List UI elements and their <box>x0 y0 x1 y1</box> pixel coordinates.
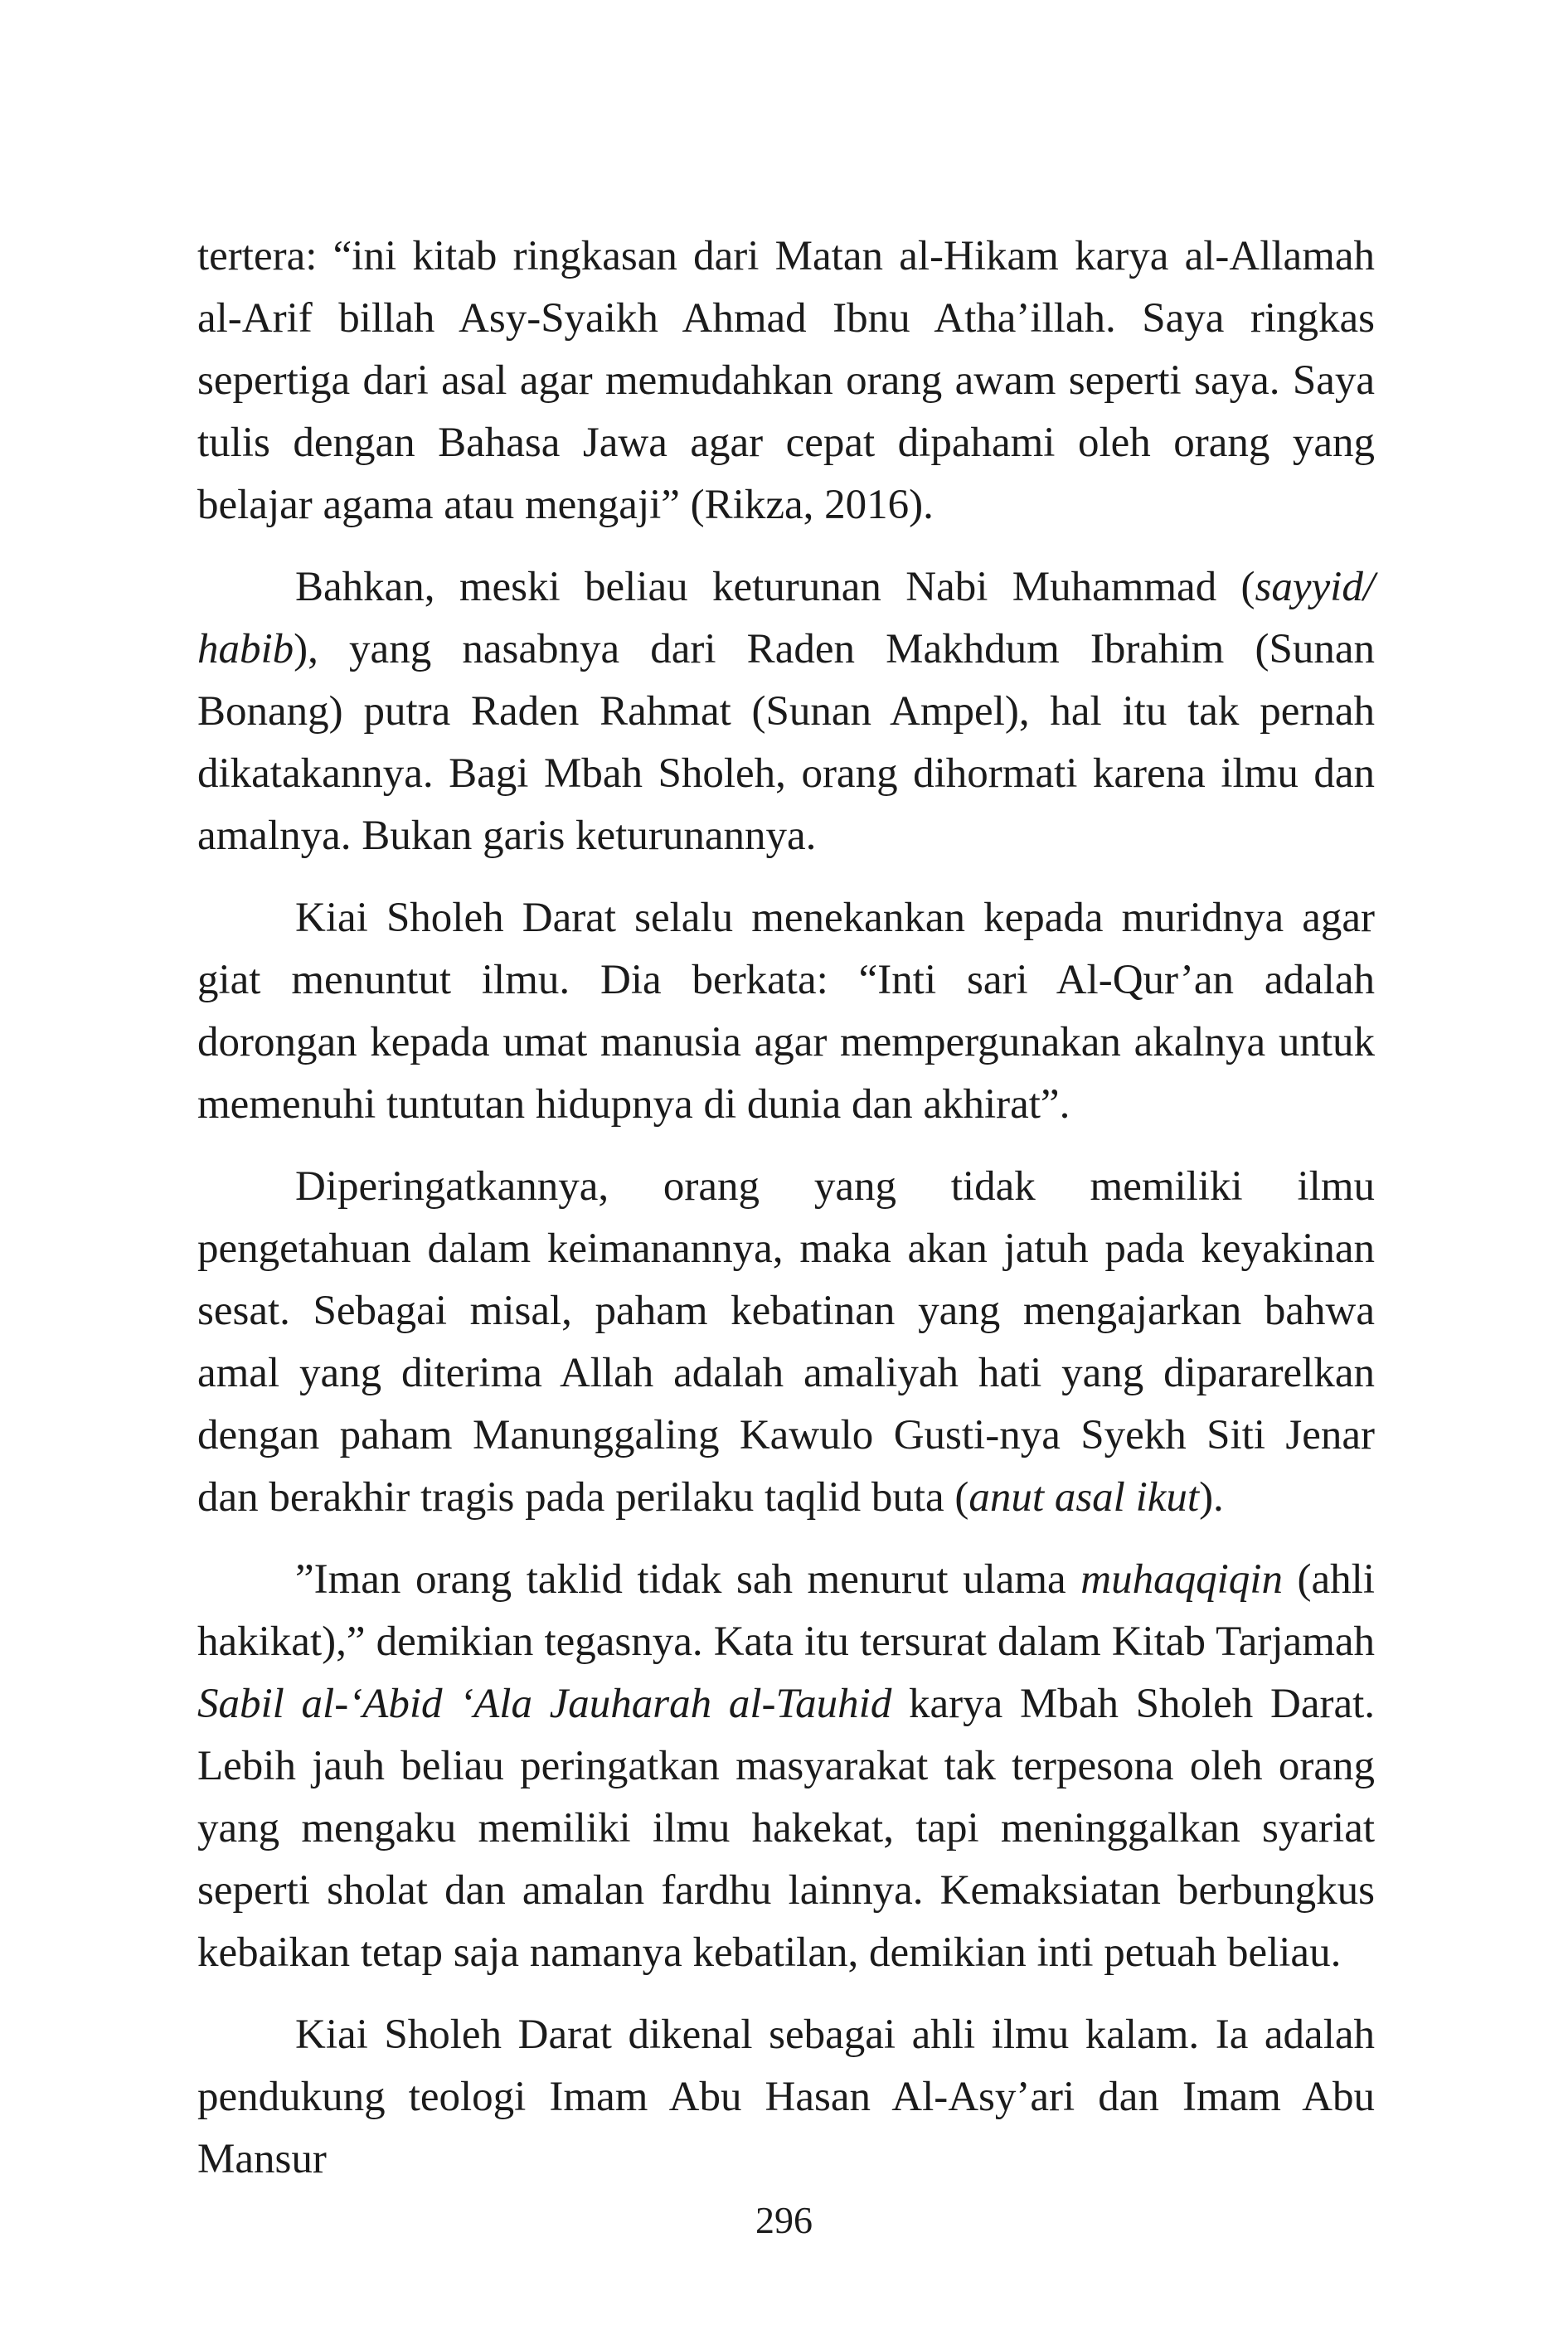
italic-run: Sabil al-‘Abid ‘Ala Jauharah al-Tauhid <box>197 1681 892 1727</box>
text-run: ), yang nasabnya dari Raden Makhdum Ibrahim (Sunan Bonang) putra Raden Rahmat (Sunan Ampel), hal itu tak pernah dikatakannya. Bagi Mbah Sholeh, orang dihormati karena ilmu dan amalnya. Bukan garis keturunannya. <box>197 626 1375 859</box>
text-run: tertera: “ini kitab ringkasan dari Matan al-Hikam karya al-Allamah al-Arif billah Asy-Syaikh Ahmad Ibnu Atha’illah. Saya ringkas sepertiga dari asal agar memudahkan orang awam seperti saya. Saya tulis dengan Bahasa Jawa agar cepat dipahami oleh orang yang belajar agama atau mengaji” (Rikza, 2016). <box>197 233 1375 528</box>
text-run: Kiai Sholeh Darat selalu menekankan kepada muridnya agar giat menuntut ilmu. Dia berkata: “Inti sari Al-Qur’an adalah dorongan kepada umat manusia agar mempergunakan akalnya untuk memenuhi tuntutan hidupnya di dunia dan akhirat”. <box>197 895 1375 1128</box>
paragraph-1 <box>197 226 1375 536</box>
page-number: 296 <box>755 2199 813 2241</box>
text-run: ). <box>1199 1474 1224 1521</box>
text-run: Bahkan, meski beliau keturunan Nabi Muhammad ( <box>295 564 1255 610</box>
italic-run: sayyid/ habib <box>197 564 1375 672</box>
paragraph-5 <box>197 1549 1375 1984</box>
paragraph-4 <box>197 1156 1375 1529</box>
text-run: ”Iman orang taklid tidak sah menurut ulama <box>295 1556 1081 1603</box>
paragraph-2 <box>197 556 1375 867</box>
text-run: Kiai Sholeh Darat dikenal sebagai ahli ilmu kalam. Ia adalah pendukung teologi Imam Abu Hasan Al-Asy’ari dan Imam Abu Mansur <box>197 2012 1375 2182</box>
text-run: (ahli hakikat),” demikian tegasnya. Kata itu tersurat dalam Kitab Tarjamah <box>197 1556 1375 1665</box>
italic-run: anut asal ikut <box>968 1474 1200 1521</box>
paragraph-3 <box>197 887 1375 1136</box>
page-body <box>197 226 1375 2211</box>
paragraph-6 <box>197 2004 1375 2191</box>
text-run: Diperingatkannya, orang yang tidak memiliki ilmu pengetahuan dalam keimanannya, maka akan jatuh pada keyakinan sesat. Sebagai misal, paham kebatinan yang mengajarkan bahwa amal yang diterima Allah adalah amaliyah hati yang dipararelkan dengan paham Manunggaling Kawulo Gusti-nya Syekh Siti Jenar dan berakhir tragis pada perilaku taqlid buta ( <box>197 1163 1375 1521</box>
italic-run: muhaqqiqin <box>1080 1556 1283 1603</box>
text-run: karya Mbah Sholeh Darat. Lebih jauh beliau peringatkan masyarakat tak terpesona oleh orang yang mengaku memiliki ilmu hakekat, tapi meninggalkan syariat seperti sholat dan amalan fardhu lainnya. Kemaksiatan berbungkus kebaikan tetap saja namanya kebatilan, demikian inti petuah beliau. <box>197 1681 1376 1976</box>
